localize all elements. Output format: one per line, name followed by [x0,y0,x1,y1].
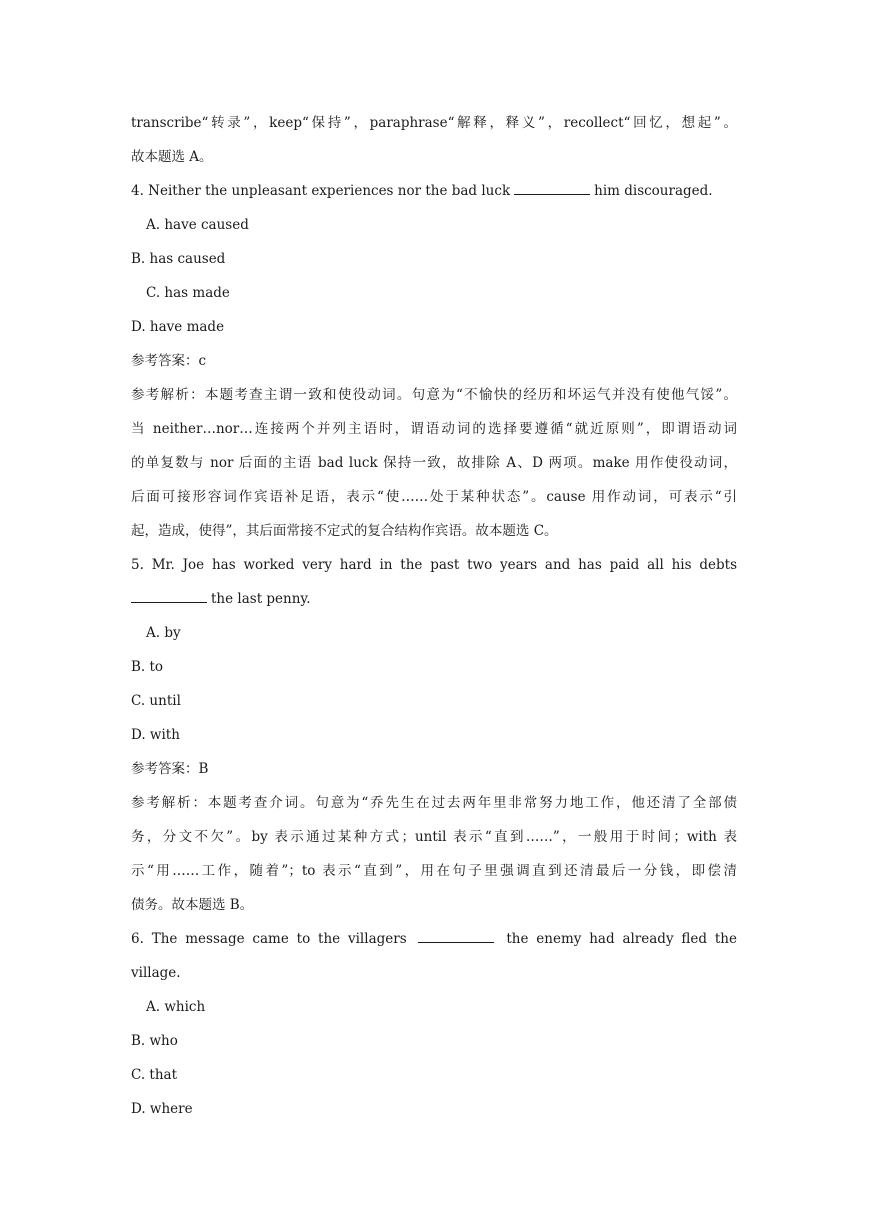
q6-stem-after: the enemy had already fled the [506,931,737,947]
q4-option-c: C. has made [146,285,230,301]
answer-blank [131,588,207,603]
q4-answer: 参考答案：c [131,353,207,369]
q4-option-d: D. have made [131,319,225,335]
q4-analysis-line: 起，造成，使得”，其后面常接不定式的复合结构作宾语。故本题选 C。 [131,523,558,539]
q5-analysis-line: 参考解析：本题考查介词。句意为“乔先生在过去两年里非常努力地工作，他还清了全部债 [131,795,737,811]
q6-option-c: C. that [131,1067,178,1083]
q6-stem-line2: village. [131,965,181,981]
q5-option-c: C. until [131,693,181,709]
answer-blank [514,180,590,195]
q3-explanation-line: transcribe“转录”，keep“保持”，paraphrase“解释，释义”，recollect“回忆，想起”。 [131,115,737,131]
q4-stem-before: 4. Neither the unpleasant experiences nor the bad luck [131,183,511,199]
q5-option-d: D. with [131,727,180,743]
q6-stem-before: 6. The message came to the villagers [131,931,407,947]
q3-conclusion: 故本题选 A。 [131,149,213,165]
q5-analysis-line: 示“用……工作，随着”；to 表示“直到”，用在句子里强调直到还清最后一分钱，即偿清 [131,863,737,879]
q5-analysis-line: 债务。故本题选 B。 [131,897,254,913]
answer-blank [418,928,494,943]
q5-option-b: B. to [131,659,164,675]
q4-analysis-line: 的单复数与 nor 后面的主语 bad luck 保持一致，故排除 A、D 两项。make 用作使役动词， [131,455,737,471]
q6-option-d: D. where [131,1101,193,1117]
q4-analysis-line: 参考解析：本题考查主谓一致和使役动词。句意为“不愉快的经历和坏运气并没有使他气馁”。 [131,387,737,403]
document-page [131,108,737,1128]
q4-stem-after: him discouraged. [594,183,713,199]
q5-answer: 参考答案：B [131,761,209,777]
q5-option-a: A. by [146,625,181,641]
q4-option-b: B. has caused [131,251,226,267]
q5-stem-after: the last penny. [211,591,311,607]
q4-analysis-line: 当 neither…nor…连接两个并列主语时，谓语动词的选择要遵循“就近原则”，即谓语动词 [131,421,737,437]
q6-option-b: B. who [131,1033,178,1049]
q4-stem [131,176,737,210]
q4-analysis-line: 后面可接形容词作宾语补足语，表示“使……处于某种状态”。cause 用作动词，可表示“引 [131,489,737,505]
q5-stem-line2 [131,584,737,618]
q5-stem-line1: 5. Mr. Joe has worked very hard in the past two years and has paid all his debts [131,557,737,573]
q4-option-a: A. have caused [146,217,249,233]
q5-analysis-line: 务，分文不欠”。by 表示通过某种方式；until 表示“直到……”，一般用于时间；with 表 [131,829,737,845]
q6-stem-line1 [131,924,737,958]
q6-option-a: A. which [146,999,206,1015]
